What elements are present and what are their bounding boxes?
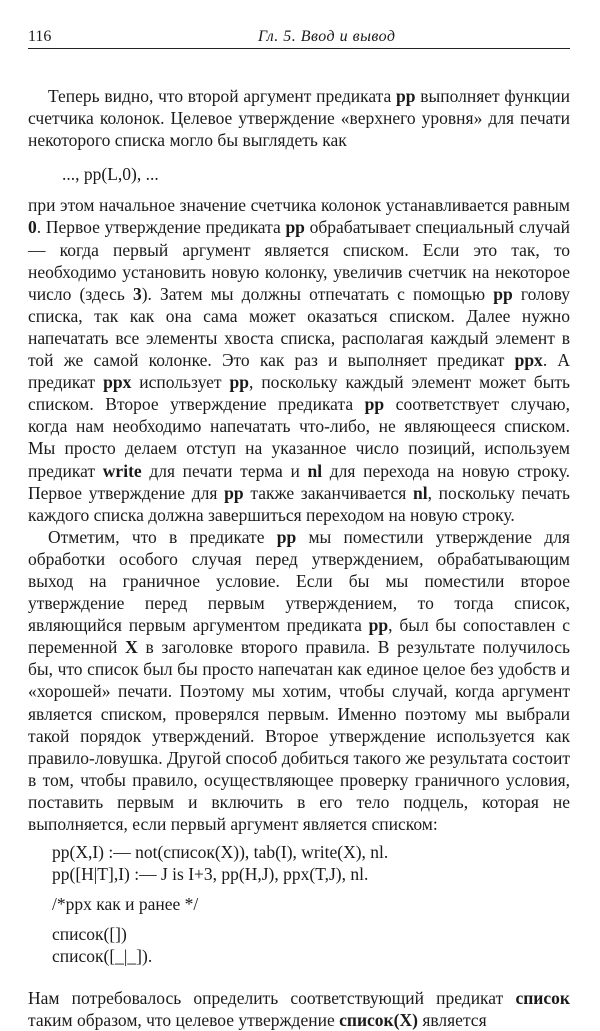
running-title: Гл. 5. Ввод и вывод	[258, 28, 396, 45]
page-number: 116	[28, 28, 52, 45]
prolog-code-listing	[52, 841, 570, 967]
code-comment: /*ppx как и ранее */	[52, 894, 199, 915]
goal-formula: ..., pp(L,0), ...	[62, 164, 159, 185]
paragraph-3: Отметим, что в предикате pp мы поместили утверждение для обработки особого случая перед утверждением, обрабатывающим выход на граничное условие. Если бы мы поместили второе утверждение перед первым утверждением, то тогда список, являющийся первым аргументом предиката pp, был бы сопоставлен с переменной X в заголовке второго правила. В результате получилось бы, что список был бы просто напечатан как единое целое без удобств и «хорошей» печати. Поэтому мы хотим, чтобы случай, когда аргумент является списком, проверялся первым. Именно поэтому мы выбрали такой порядок утверждений. Второе утверждение используется как правило-ловушка. Другой способ добиться такого же результата состоит в том, чтобы правило, осуществляющее проверку граничного условия, поставить первым и включить в его тело подцель, которая не выполняется, если первый аргумент является списком:	[28, 526, 570, 834]
code-line: список([])	[52, 924, 127, 945]
code-line: pp(X,I) :— not(список(X)), tab(I), write(X), nl.	[52, 842, 389, 863]
page-header	[28, 22, 570, 49]
paragraph-2: при этом начальное значение счетчика колонок устанавливается равным 0. Первое утверждение предиката pp обрабатывает специальный случай — когда первый аргумент является списком. Если это так, то необходимо установить новую колонку, увеличив счетчик на некоторое число (здесь 3). Затем мы должны отпечатать с помощью pp голову списка, так как она сама может оказаться списком. Далее нужно напечатать все элементы хвоста списка, располагая каждый элемент в той же самой колонке. Это как раз и выполняет предикат ppx. А предикат ppx использует pp, поскольку каждый элемент может быть списком. Второе утверждение предиката pp соответствует случаю, когда нам необходимо напечатать что-либо, не являющееся списком. Мы просто делаем отступ на указанное число позиций, используем предикат write для печати терма и nl для перехода на новую строку. Первое утверждение для pp также заканчивается nl, поскольку печать каждого списка должна завершиться переходом на новую строку.	[28, 195, 571, 525]
paragraph-4: Нам потребовалось определить соответствующий предикат список таким образом, что целевое утверждение список(X) является	[28, 988, 570, 1031]
term-pp: pp	[396, 86, 416, 106]
code-line: список([_|_]).	[52, 946, 153, 967]
body-text	[28, 85, 570, 1031]
paragraph-1: Теперь видно, что второй аргумент предиката pp выполняет функции счетчика колонок. Целевое утверждение «верхнего уровня» для печати некоторого списка могло бы выглядеть как	[28, 86, 570, 151]
code-line: pp([H|T],I) :— J is I+3, pp(H,J), ppx(T,J), nl.	[52, 864, 369, 885]
